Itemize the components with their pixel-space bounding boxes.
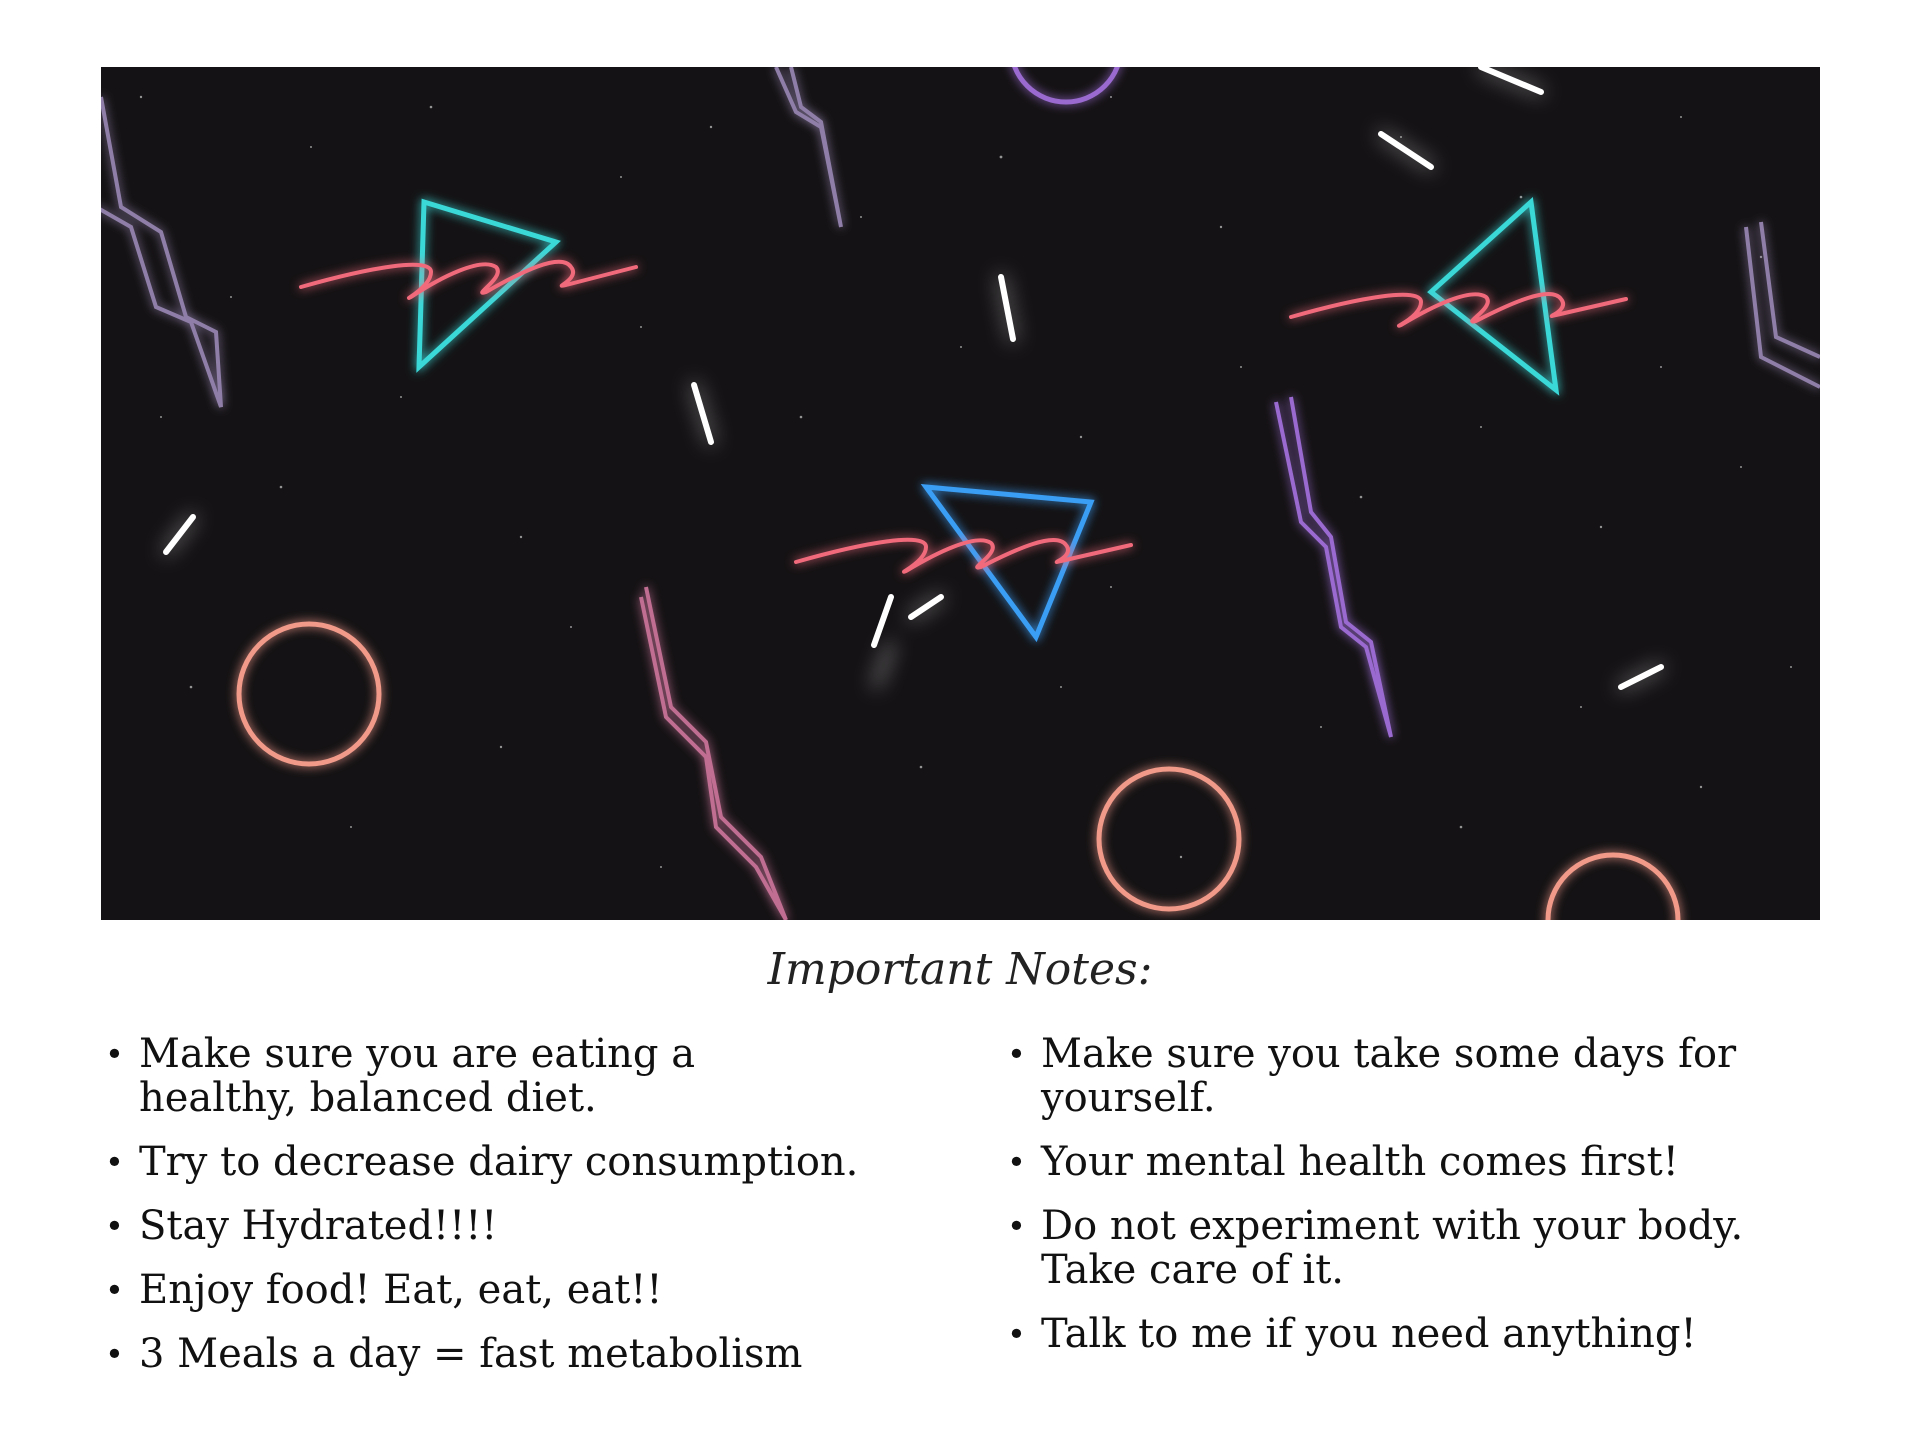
list-item-text: 3 Meals a day = fast metabolism — [139, 1331, 803, 1377]
bullet-icon: • — [105, 1035, 124, 1073]
notes-list-left — [101, 1032, 861, 1396]
notes-list-right — [1003, 1032, 1823, 1376]
list-item-text: Stay Hydrated!!!! — [139, 1203, 498, 1249]
list-item-text: Your mental health comes first! — [1041, 1139, 1679, 1185]
list-item-text: Try to decrease dairy consumption. — [139, 1139, 859, 1185]
list-item — [1003, 1204, 1823, 1292]
bullet-icon: • — [1007, 1143, 1026, 1181]
list-item — [101, 1140, 861, 1184]
bullet-icon: • — [1007, 1207, 1026, 1245]
list-item-text: Do not experiment with your body. Take care of it. — [1041, 1203, 1744, 1293]
bullet-icon: • — [1007, 1315, 1026, 1353]
bullet-icon: • — [105, 1207, 124, 1245]
list-item — [1003, 1140, 1823, 1184]
list-item — [1003, 1312, 1823, 1356]
list-item-text: Talk to me if you need anything! — [1041, 1311, 1697, 1357]
list-item — [101, 1332, 861, 1376]
notes-title: Important Notes: — [767, 944, 1153, 995]
list-item — [101, 1204, 861, 1248]
bullet-icon: • — [105, 1143, 124, 1181]
list-item-text: Make sure you take some days for yourself. — [1041, 1031, 1737, 1121]
bullet-icon: • — [1007, 1035, 1026, 1073]
neon-pattern-banner-image — [101, 67, 1820, 920]
bullet-icon: • — [105, 1335, 124, 1373]
list-item-text: Enjoy food! Eat, eat, eat!! — [139, 1267, 663, 1313]
bullet-icon: • — [105, 1271, 124, 1309]
list-item — [1003, 1032, 1823, 1120]
list-item — [101, 1032, 861, 1120]
list-item — [101, 1268, 861, 1312]
list-item-text: Make sure you are eating a healthy, balanced diet. — [139, 1031, 696, 1121]
